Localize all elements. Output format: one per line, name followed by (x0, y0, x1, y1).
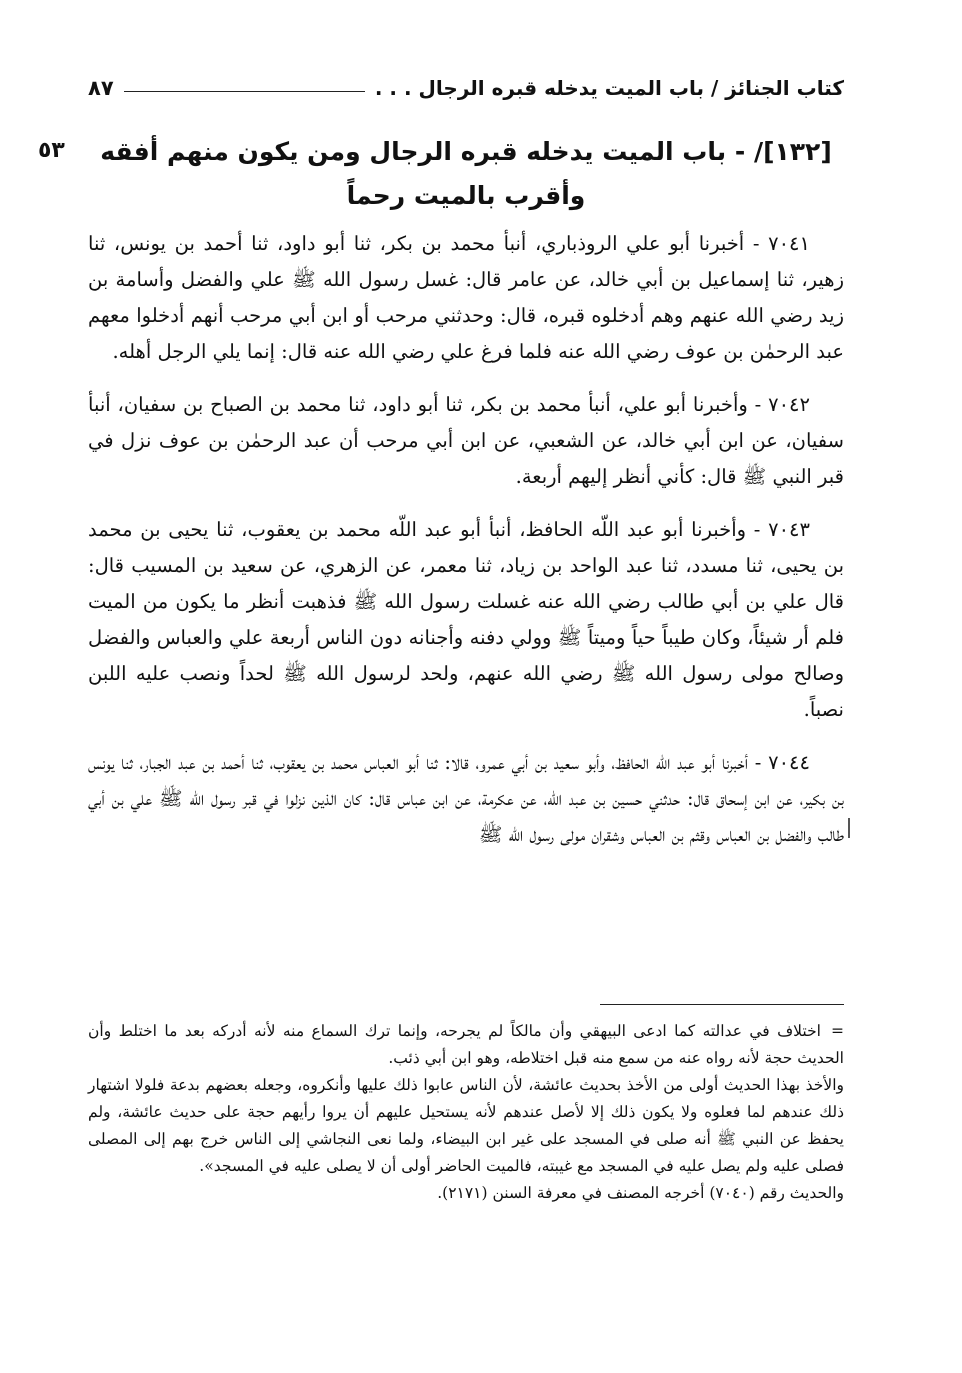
chapter-heading: [١٣٢]/ - باب الميت يدخله قبره الرجال ومن يكون منهم أفقه وأقرب بالميت رحماً (100, 137, 832, 210)
running-header-title: كتاب الجنائز / باب الميت يدخله قبره الرجال . . . (374, 76, 844, 100)
hadith-paragraph: ٧٠٤٤ - أخبرنا أبو عبد اللّه الحافظ، وأبو سعيد بن أبي عمرو، قالا: ثنا أبو العباس محمد بن يعقوب، ثنا أحمد بن عبد الجبار، ثنا يونس بن بكير، عن ابن إسحاق قال: حدثني حسين بن عبد اللّه، عن عكرمة، عن ابن عباس قال: كان الذين نزلوا في قبر رسول الله ﷺ علي بن أبي طالب والفضل بن العباس وقثم بن العباس وشقران مولى رسول الله ﷺ (88, 751, 844, 846)
footnote-line: =اختلاف في عدالته كما ادعى البيهقي وأن مالكاً لم يجرحه، وإنما ترك السماع منه لأنه أدركه بعد ما اختلط وأن الحديث حجة لأنه رواه عنه من سمع منه قبل اختلاطه، وهو ابن أبي ذئب. (88, 1018, 844, 1072)
footnote-line: والأخذ بهذا الحديث أولى من الأخذ بحديث عائشة، لأن الناس عابوا ذلك عليها وأنكروه، وجعله بعضهم بدعة فلولا اشتهار ذلك عندهم لما فعلوه ولا يكون ذلك إلا لأصل عندهم لأنه يستحيل عليهم أن يروا رأيهم حجة على حديث عائشة، ولم يحفظ عن النبي ﷺ أنه صلى في المسجد على غير ابن البيضاء، ولما نعى النجاشي إلى الناس خرج بهم إلى المصلى فصلى عليه ولم يصل عليه في المسجد مع غيبته، فالميت الحاضر أولى أن لا يصلى عليه في المسجد». (88, 1076, 844, 1175)
margin-reference-number: ٥٣ (38, 138, 65, 163)
footnote-line: والحديث رقم (٧٠٤٠) أخرجه المصنف في معرفة السنن (٢١٧١). (437, 1184, 844, 1202)
hadith-paragraph: ٧٠٤٢ - وأخبرنا أبو علي، أنبأ محمد بن بكر، ثنا أبو داود، ثنا محمد بن الصباح بن سفيان، أنبأ سفيان، عن ابن أبي خالد، عن الشعبي، عن ابن أبي مرحب أن عبد الرحمٰن بن عوف نزل في قبر النبي ﷺ قال: كأني أنظر إليهم أربعة. (88, 393, 844, 488)
hadith-paragraph: ٧٠٤٣ - وأخبرنا أبو عبد اللّه الحافظ، أنبأ أبو عبد اللّه محمد بن يعقوب، ثنا يحيى بن محمد بن يحيى، ثنا مسدد، ثنا عبد الواحد بن زياد، ثنا معمر، عن الزهري، عن سعيد بن المسيب قال: قال علي بن أبي طالب رضي الله عنه غسلت رسول الله ﷺ فذهبت أنظر ما يكون من الميت فلم أر شيئاً، وكان طيباً حياً وميتاً ﷺ وولي دفنه وأجنانه دون الناس أربعة علي والعباس والفضل وصالح مولى رسول الله ﷺ رضي الله عنهم، ولحد لرسول الله ﷺ لحداً ونصب عليه اللبن نصباً. (88, 518, 844, 721)
footnotes (88, 1018, 844, 1207)
margin-mark (848, 818, 850, 838)
page-number: ٨٧ (88, 76, 114, 100)
header-rule (124, 91, 365, 92)
hadith-paragraph: ٧٠٤١ - أخبرنا أبو علي الروذباري، أنبأ محمد بن بكر، ثنا أبو داود، ثنا أحمد بن يونس، ثنا زهير، ثنا إسماعيل بن أبي خالد، عن عامر قال: غسل رسول الله ﷺ علي والفضل وأسامة بن زيد رضي الله عنهم وهم أدخلوه قبره، قال: وحدثني مرحب أو ابن أبي مرحب أنهم أدخلوا معهم عبد الرحمٰن بن عوف رضي الله عنه فلما فرغ علي رضي الله عنه قال: إنما يلي الرجل أهله. (88, 232, 844, 363)
main-text (88, 226, 844, 870)
footnote-separator (600, 1004, 844, 1005)
footnote-continuation-marker: = (831, 1022, 844, 1040)
running-header (88, 68, 844, 108)
